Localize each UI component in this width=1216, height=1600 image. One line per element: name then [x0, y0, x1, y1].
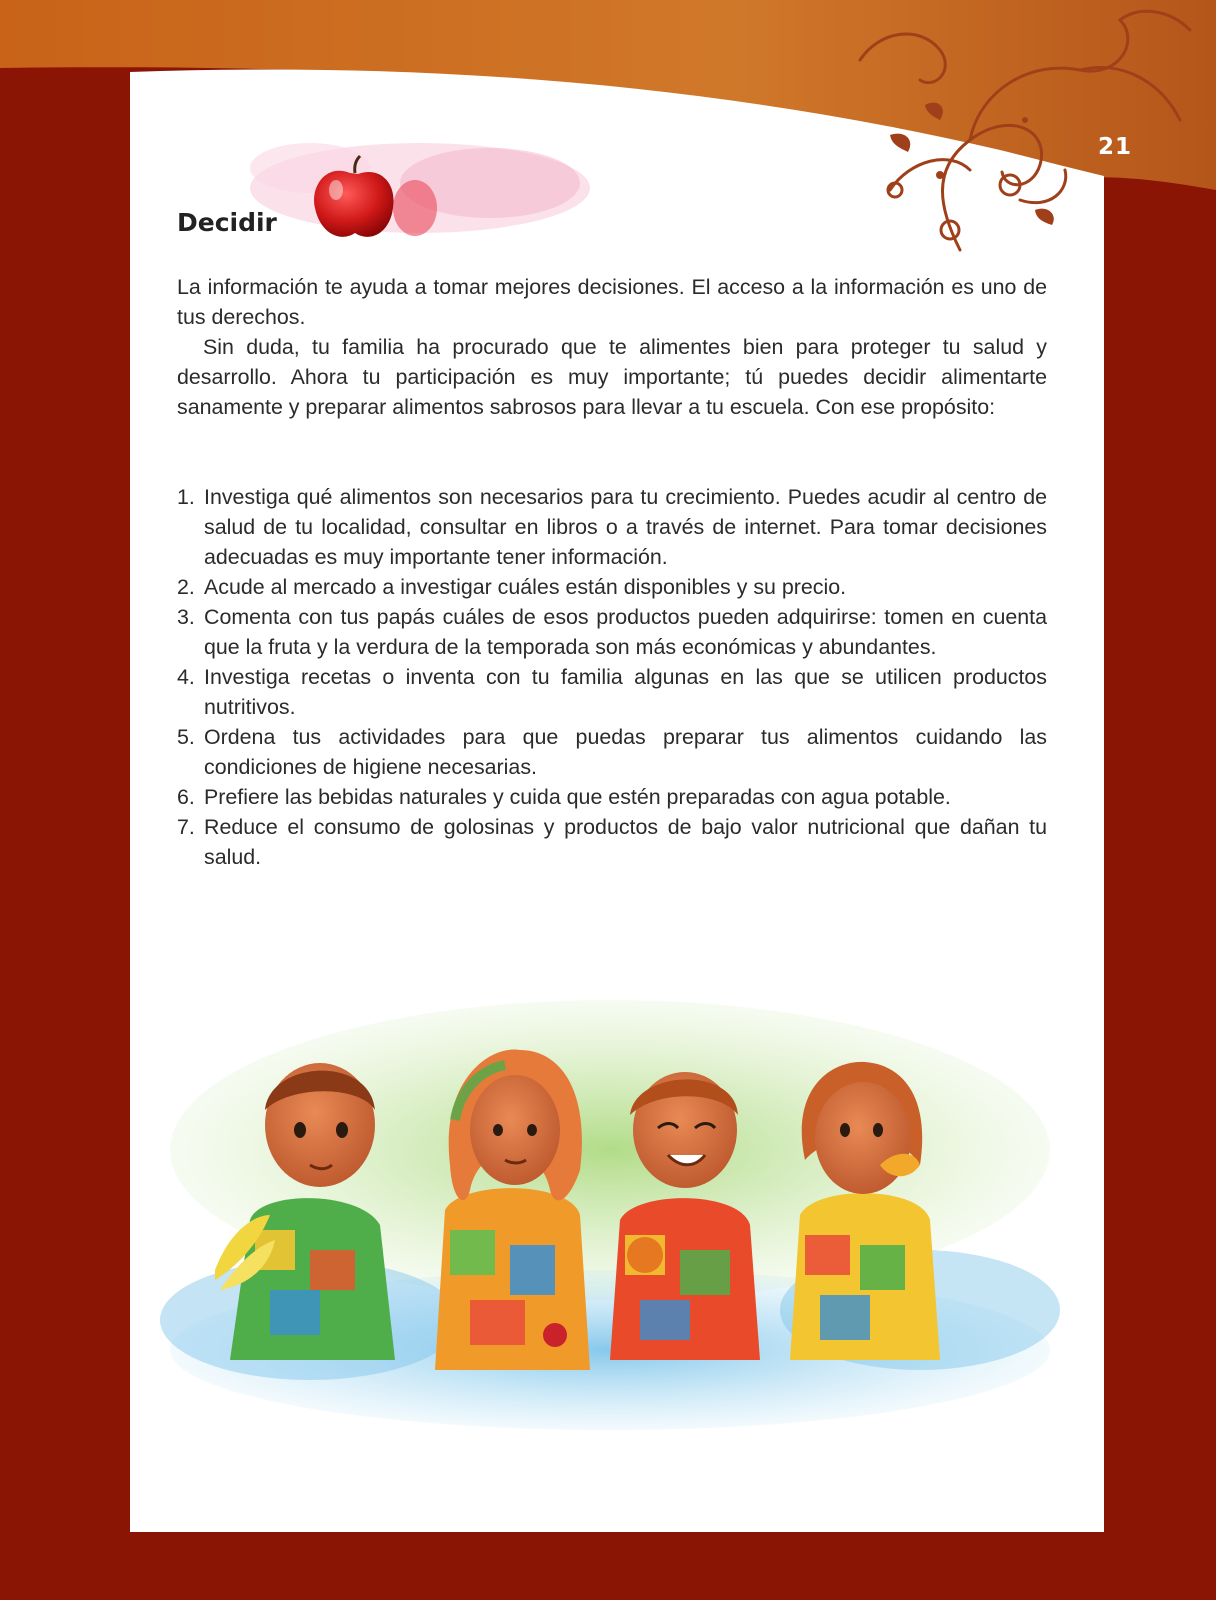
list-item: [177, 662, 1047, 722]
context-paragraph: Sin duda, tu familia ha procurado que te alimentes bien para proteger tu salud y desarrollo. Ahora tu participación es muy importante; tú puedes decidir alimentarte sanamente y preparar alimentos sabrosos para llevar a tu escuela. Con ese propósito:: [177, 335, 1047, 419]
page-number: 21: [1098, 134, 1133, 160]
list-item: [177, 722, 1047, 782]
step-number: 6.: [177, 785, 195, 809]
list-item: [177, 572, 1047, 602]
step-number: 5.: [177, 725, 195, 749]
section-title: Decidir: [177, 208, 277, 237]
children-eating-fruit-illustration: [160, 990, 1060, 1430]
step-number: 4.: [177, 665, 195, 689]
step-text: Ordena tus actividades para que puedas preparar tus alimentos cuidando las condiciones de higiene necesarias.: [204, 725, 1047, 779]
list-item: [177, 782, 1047, 812]
list-item: [177, 482, 1047, 572]
step-text: Reduce el consumo de golosinas y productos de bajo valor nutricional que dañan tu salud.: [204, 815, 1047, 869]
step-number: 7.: [177, 815, 195, 839]
swirl-ornament-icon: [820, 0, 1210, 260]
step-text: Comenta con tus papás cuáles de esos productos pueden adquirirse: tomen en cuenta que la fruta y la verdura de la temporada son más económicas y abundantes.: [204, 605, 1047, 659]
step-text: Investiga recetas o inventa con tu familia algunas en las que se utilicen productos nutritivos.: [204, 665, 1047, 719]
steps-list: [177, 482, 1047, 872]
intro-paragraph: La información te ayuda a tomar mejores decisiones. El acceso a la información es uno de tus derechos.: [177, 275, 1047, 329]
step-number: 1.: [177, 485, 195, 509]
step-text: Prefiere las bebidas naturales y cuida que estén preparadas con agua potable.: [204, 785, 951, 809]
step-number: 3.: [177, 605, 195, 629]
step-text: Acude al mercado a investigar cuáles están disponibles y su precio.: [204, 575, 847, 599]
apple-icon: [240, 128, 600, 258]
list-item: [177, 812, 1047, 872]
step-number: 2.: [177, 575, 195, 599]
step-text: Investiga qué alimentos son necesarios para tu crecimiento. Puedes acudir al centro de salud de tu localidad, consultar en libros o a través de internet. Para tomar decisiones adecuadas es muy importante tener información.: [204, 485, 1047, 569]
list-item: [177, 602, 1047, 662]
